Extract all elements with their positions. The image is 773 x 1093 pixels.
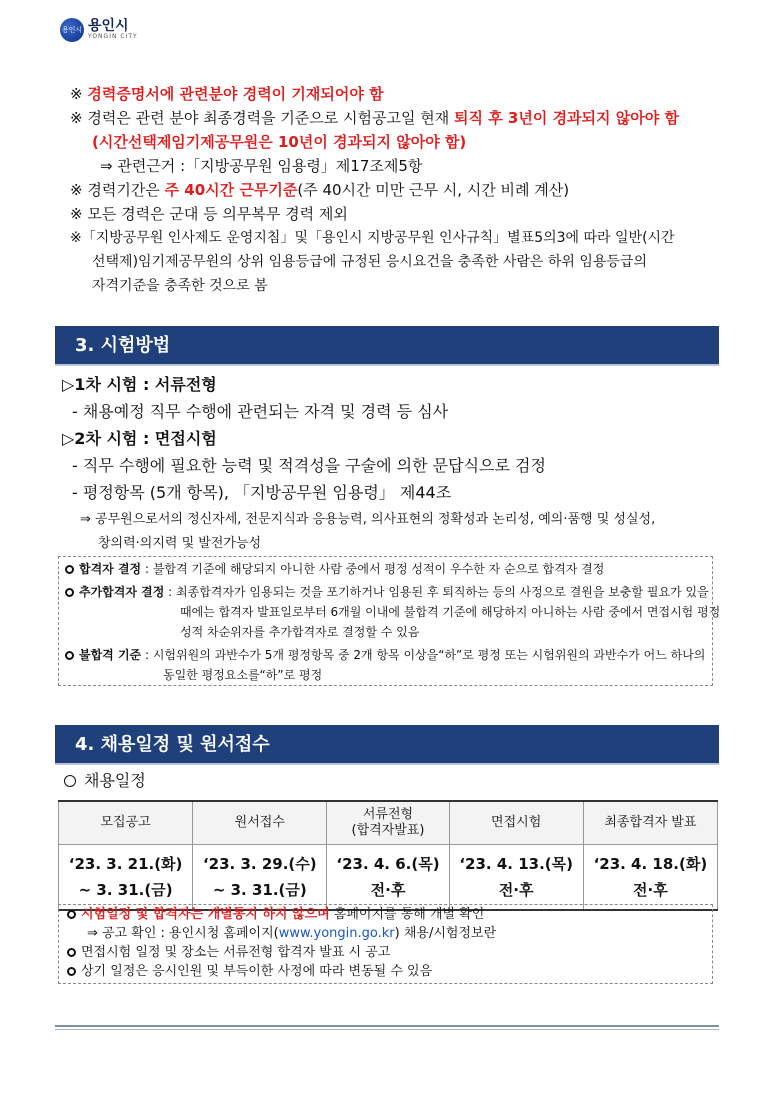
- schedule-notes-box: [58, 904, 713, 984]
- circle-bullet-icon: [65, 588, 74, 597]
- additional-pass-line3: 성적 차순위자를 추가합격자로 결정할 수 있음: [180, 625, 420, 639]
- table-header-row: [59, 801, 718, 845]
- schedule-note-2-text: ⇒ 공고 확인 : 용인시청 홈페이지(: [87, 926, 279, 941]
- note-5: [70, 228, 675, 248]
- note-mark: ※: [70, 205, 83, 223]
- additional-pass-rule: [65, 584, 709, 600]
- section-3-title: 3. 시험방법: [55, 326, 719, 366]
- note-5-line3: 자격기준을 충족한 것으로 봄: [92, 278, 268, 294]
- pass-rule-text: : 불합격 기준에 해당되지 아니한 사람 중에서 평정 성적이 우수한 자 순으로 합격자 결정: [144, 562, 605, 576]
- note-mark: ※: [70, 109, 83, 127]
- cell-date: ‘23. 4. 13.(목): [459, 855, 573, 873]
- schedule-note-4: [67, 962, 432, 982]
- table-cell: [59, 845, 193, 911]
- decision-box: [58, 556, 721, 686]
- cell-date: ‘23. 3. 21.(화): [68, 855, 183, 873]
- note-2-text: 경력은 관련 분야 최종경력을 기준으로 시험공고일 현재: [87, 109, 455, 127]
- footer-divider: [55, 1025, 719, 1027]
- table-cell: [193, 845, 327, 911]
- cell-date-end: 전·후: [633, 881, 668, 899]
- table-header: 면접시험: [449, 801, 583, 845]
- note-2-highlight: 퇴직 후 3년이 경과되지 않아야 함: [454, 109, 679, 127]
- schedule-note-1-highlight: 시험일정 및 합격자는 개별통지 하지 않으며: [81, 907, 330, 922]
- schedule-note-1-text: 홈페이지를 통해 개별 확인: [329, 907, 485, 922]
- table-header-main: 서류전형: [362, 807, 414, 822]
- table-header: 원서접수: [193, 801, 327, 845]
- additional-pass-line1: : 최종합격자가 임용되는 것을 포기하거나 임용된 후 퇴직하는 등의 사정으로 결원을 보충할 필요가 있을: [168, 585, 709, 599]
- fail-rule-line2: 동일한 평정요소를“하”로 평정: [163, 668, 323, 682]
- table-header: 최종합격자 발표: [583, 801, 717, 845]
- fail-rule-line1: : 시험위원의 과반수가 5개 평정항목 중 2개 항목 이상을“하”로 평정 또는 시험위원의 과반수가 어느 하나의: [144, 648, 706, 662]
- schedule-note-3: [67, 943, 390, 963]
- cell-date: ‘23. 4. 6.(목): [336, 855, 440, 873]
- circle-bullet-icon: [64, 775, 76, 787]
- cell-date: ‘23. 3. 29.(수): [202, 855, 317, 873]
- schedule-note-1: [67, 905, 484, 925]
- circle-bullet-icon: [67, 948, 76, 957]
- table-header-sub: (합격자발표): [351, 823, 425, 838]
- note-2-basis: ⇒ 관련근거 :「지방공무원 임용령」제17조제5항: [100, 157, 423, 175]
- table-header: 모집공고: [59, 801, 193, 845]
- pass-rule-label: 합격자 결정: [79, 562, 142, 576]
- homepage-link[interactable]: www.yongin.go.kr: [278, 926, 395, 941]
- note-3-text: 경력기간은: [87, 181, 165, 199]
- exam-1-title: ▷1차 시험 : 서류전형: [62, 375, 217, 394]
- cell-date-end: ~ 3. 31.(금): [212, 881, 307, 899]
- exam-2-criteria: ⇒ 공무원으로서의 정신자세, 전문지식과 응용능력, 의사표현의 정확성과 논리성, 예의·품행 및 성실성,: [80, 512, 656, 527]
- cell-date-end: 전·후: [498, 881, 534, 899]
- note-mark: ※: [70, 181, 83, 199]
- circle-bullet-icon: [67, 967, 76, 976]
- note-1-text: 경력증명서에 관련분야 경력이 기재되어야 함: [87, 85, 384, 103]
- schedule-note-2-tail: ) 채용/시험정보란: [394, 926, 497, 941]
- additional-pass-label: 추가합격자 결정: [79, 585, 165, 599]
- fail-rule-label: 불합격 기준: [79, 648, 142, 662]
- exam-2-desc2: - 평정항목 (5개 항목), 「지방공무원 임용령」 제44조: [72, 483, 452, 502]
- note-2-sub: (시간선택제임기제공무원은 10년이 경과되지 않아야 함): [92, 133, 467, 151]
- section-4-title: 4. 채용일정 및 원서접수: [55, 725, 719, 765]
- note-mark: ※: [70, 230, 82, 246]
- cell-date-end: ~ 3. 31.(금): [78, 881, 173, 899]
- fail-rule: [65, 647, 705, 663]
- note-3-tail: (주 40시간 미만 근무 시, 시간 비례 계산): [297, 181, 570, 199]
- schedule-table: [58, 800, 718, 911]
- logo-sub: YONGIN CITY: [88, 33, 138, 40]
- schedule-subtitle: [64, 771, 146, 791]
- exam-2-title: ▷2차 시험 : 면접시험: [62, 429, 217, 448]
- note-5-line2: 선택제)임기제공무원의 상위 임용등급에 규정된 응시요건을 충족한 사람은 하위 임용등급의: [92, 254, 647, 270]
- table-cell: [583, 845, 717, 911]
- cell-date-end: 전·후: [370, 881, 406, 899]
- logo-emblem-text: 용인시: [61, 26, 83, 34]
- note-1: [70, 84, 384, 104]
- additional-pass-line2: 때에는 합격자 발표일로부터 6개월 이내에 불합격 기준에 해당하지 아니하는 사람 중에서 면접시험 평정: [180, 605, 721, 619]
- schedule-note-3-text: 면접시험 일정 및 장소는 서류전형 합격자 발표 시 공고: [81, 945, 391, 960]
- table-cell: [327, 845, 449, 911]
- circle-bullet-icon: [67, 910, 76, 919]
- table-row: [59, 845, 718, 911]
- note-mark: ※: [70, 85, 83, 103]
- logo-name: 용인시: [88, 18, 129, 34]
- city-logo: [60, 18, 138, 42]
- footer-divider-thin: [55, 1029, 719, 1030]
- note-2: [70, 108, 679, 128]
- schedule-subtitle-text: 채용일정: [84, 771, 146, 790]
- exam-1-desc: - 채용예정 직무 수행에 관련되는 자격 및 경력 등 심사: [72, 402, 449, 421]
- exam-2-desc1: - 직무 수행에 필요한 능력 및 적격성을 구술에 의한 문답식으로 검정: [72, 456, 546, 475]
- note-3: [70, 180, 569, 200]
- exam-2-criteria-2: 창의력·의지력 및 발전가능성: [98, 536, 262, 551]
- circle-bullet-icon: [65, 565, 74, 574]
- schedule-note-4-text: 상기 일정은 응시인원 및 부득이한 사정에 따라 변동될 수 있음: [81, 964, 433, 979]
- note-4: [70, 204, 348, 224]
- table-header: [327, 801, 449, 845]
- note-3-highlight: 주 40시간 근무기준: [164, 181, 298, 199]
- circle-bullet-icon: [65, 651, 74, 660]
- logo-emblem-icon: [60, 18, 84, 42]
- schedule-note-2: [87, 924, 496, 944]
- note-5-line1: 「지방공무원 인사제도 운영지침」및「용인시 지방공무원 인사규칙」별표5의3에 따라 일반(시간: [81, 230, 675, 246]
- cell-date: ‘23. 4. 18.(화): [593, 855, 708, 873]
- note-4-text: 모든 경력은 군대 등 의무복무 경력 제외: [87, 205, 348, 223]
- pass-rule: [65, 561, 604, 577]
- table-cell: [449, 845, 583, 911]
